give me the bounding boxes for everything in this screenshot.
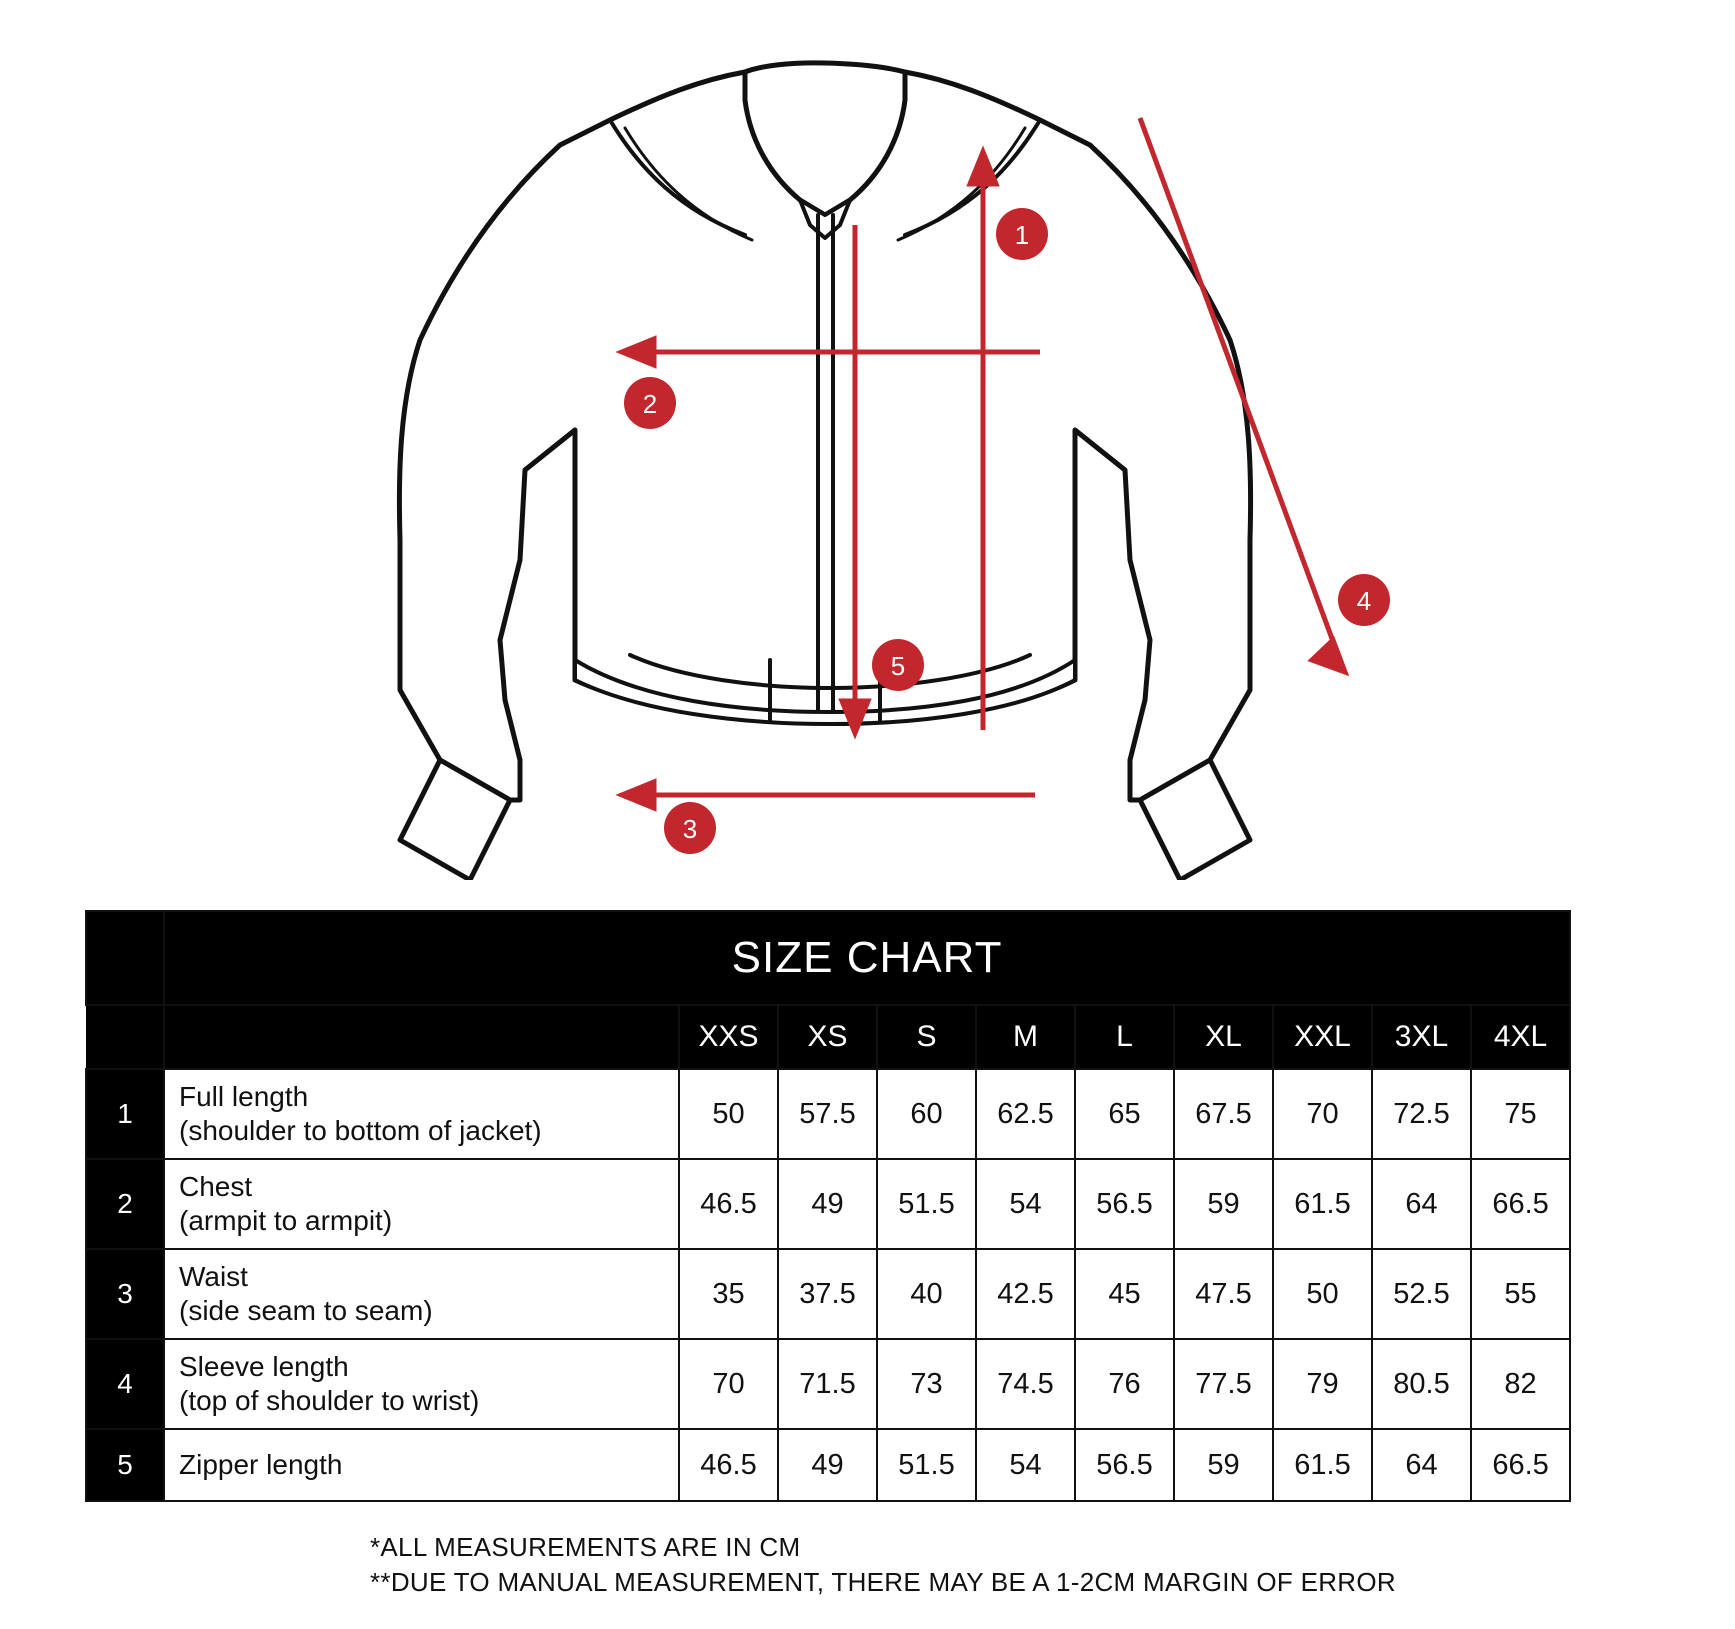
marker-1-label: 1 bbox=[1014, 220, 1030, 250]
row-label bbox=[164, 1249, 679, 1339]
cell-xs: 49 bbox=[778, 1159, 877, 1249]
marker-2-label: 2 bbox=[642, 389, 658, 419]
header-m: M bbox=[976, 1005, 1075, 1069]
row-index: 1 bbox=[86, 1069, 164, 1159]
row-index: 3 bbox=[86, 1249, 164, 1339]
row-label bbox=[164, 1429, 679, 1501]
table-row bbox=[86, 1159, 1570, 1249]
row-label-detail: (top of shoulder to wrist) bbox=[179, 1385, 480, 1416]
row-label-name: Sleeve length bbox=[179, 1350, 349, 1382]
marker-5 bbox=[872, 639, 924, 691]
marker-3-label: 3 bbox=[682, 814, 698, 844]
header-xs: XS bbox=[778, 1005, 877, 1069]
cell-xl: 59 bbox=[1174, 1429, 1273, 1501]
cell-s: 40 bbox=[877, 1249, 976, 1339]
cell-xxl: 50 bbox=[1273, 1249, 1372, 1339]
table-row bbox=[86, 1249, 1570, 1339]
cell-l: 76 bbox=[1075, 1339, 1174, 1429]
cell-3xl: 64 bbox=[1372, 1159, 1471, 1249]
cell-m: 62.5 bbox=[976, 1069, 1075, 1159]
row-label bbox=[164, 1339, 679, 1429]
marker-5-label: 5 bbox=[890, 651, 906, 681]
table-row bbox=[86, 1339, 1570, 1429]
jacket-outline bbox=[399, 63, 1250, 880]
cell-l: 45 bbox=[1075, 1249, 1174, 1339]
footnote-margin-of-error: **DUE TO MANUAL MEASUREMENT, THERE MAY BE A 1-2CM MARGIN OF ERROR bbox=[370, 1567, 1396, 1598]
header-xl: XL bbox=[1174, 1005, 1273, 1069]
cell-xs: 57.5 bbox=[778, 1069, 877, 1159]
cell-xxs: 50 bbox=[679, 1069, 778, 1159]
row-label bbox=[164, 1069, 679, 1159]
cell-xs: 71.5 bbox=[778, 1339, 877, 1429]
row-label-name: Waist bbox=[179, 1260, 248, 1292]
cell-s: 51.5 bbox=[877, 1159, 976, 1249]
cell-xl: 47.5 bbox=[1174, 1249, 1273, 1339]
header-xxl: XXL bbox=[1273, 1005, 1372, 1069]
cell-xxl: 61.5 bbox=[1273, 1159, 1372, 1249]
cell-3xl: 80.5 bbox=[1372, 1339, 1471, 1429]
header-3xl: 3XL bbox=[1372, 1005, 1471, 1069]
cell-s: 51.5 bbox=[877, 1429, 976, 1501]
cell-xxl: 70 bbox=[1273, 1069, 1372, 1159]
table-row bbox=[86, 1429, 1570, 1501]
cell-m: 54 bbox=[976, 1159, 1075, 1249]
cell-xl: 67.5 bbox=[1174, 1069, 1273, 1159]
table-row bbox=[86, 1069, 1570, 1159]
cell-xxs: 46.5 bbox=[679, 1429, 778, 1501]
row-index: 5 bbox=[86, 1429, 164, 1501]
cell-s: 60 bbox=[877, 1069, 976, 1159]
cell-xxs: 35 bbox=[679, 1249, 778, 1339]
cell-m: 42.5 bbox=[976, 1249, 1075, 1339]
cell-l: 56.5 bbox=[1075, 1159, 1174, 1249]
footnote-units: *ALL MEASUREMENTS ARE IN CM bbox=[370, 1532, 801, 1562]
row-label-name: Full length bbox=[179, 1080, 309, 1112]
header-l: L bbox=[1075, 1005, 1174, 1069]
cell-m: 74.5 bbox=[976, 1339, 1075, 1429]
header-xxs: XXS bbox=[679, 1005, 778, 1069]
header-label-blank bbox=[164, 1005, 679, 1069]
cell-4xl: 75 bbox=[1471, 1069, 1570, 1159]
row-label-detail: (shoulder to bottom of jacket) bbox=[179, 1115, 542, 1146]
size-chart bbox=[85, 910, 1570, 1502]
row-label-detail: (side seam to seam) bbox=[179, 1295, 433, 1326]
header-s: S bbox=[877, 1005, 976, 1069]
cell-4xl: 66.5 bbox=[1471, 1429, 1570, 1501]
cell-xs: 37.5 bbox=[778, 1249, 877, 1339]
size-chart-table bbox=[85, 910, 1571, 1502]
chart-title: SIZE CHART bbox=[164, 911, 1570, 1005]
cell-m: 54 bbox=[976, 1429, 1075, 1501]
cell-3xl: 64 bbox=[1372, 1429, 1471, 1501]
row-index: 4 bbox=[86, 1339, 164, 1429]
header-index-blank bbox=[86, 1005, 164, 1069]
cell-4xl: 66.5 bbox=[1471, 1159, 1570, 1249]
cell-s: 73 bbox=[877, 1339, 976, 1429]
row-label-detail: (armpit to armpit) bbox=[179, 1205, 393, 1236]
cell-4xl: 55 bbox=[1471, 1249, 1570, 1339]
cell-xxs: 46.5 bbox=[679, 1159, 778, 1249]
row-label-name: Zipper length bbox=[179, 1448, 343, 1480]
marker-3 bbox=[664, 802, 716, 854]
header-4xl: 4XL bbox=[1471, 1005, 1570, 1069]
title-spacer bbox=[86, 911, 164, 1005]
cell-3xl: 72.5 bbox=[1372, 1069, 1471, 1159]
footnotes bbox=[370, 1530, 1396, 1600]
row-index: 2 bbox=[86, 1159, 164, 1249]
cell-3xl: 52.5 bbox=[1372, 1249, 1471, 1339]
cell-xl: 59 bbox=[1174, 1159, 1273, 1249]
marker-2 bbox=[624, 377, 676, 429]
marker-4-label: 4 bbox=[1356, 586, 1372, 616]
cell-l: 56.5 bbox=[1075, 1429, 1174, 1501]
row-label-name: Chest bbox=[179, 1170, 253, 1202]
marker-1 bbox=[996, 208, 1048, 260]
chart-header-row bbox=[86, 1005, 1570, 1069]
cell-xxl: 61.5 bbox=[1273, 1429, 1372, 1501]
chart-title-row bbox=[86, 911, 1570, 1005]
row-label bbox=[164, 1159, 679, 1249]
cell-xl: 77.5 bbox=[1174, 1339, 1273, 1429]
cell-xxs: 70 bbox=[679, 1339, 778, 1429]
cell-l: 65 bbox=[1075, 1069, 1174, 1159]
marker-4 bbox=[1338, 574, 1390, 626]
cell-4xl: 82 bbox=[1471, 1339, 1570, 1429]
cell-xxl: 79 bbox=[1273, 1339, 1372, 1429]
cell-xs: 49 bbox=[778, 1429, 877, 1501]
